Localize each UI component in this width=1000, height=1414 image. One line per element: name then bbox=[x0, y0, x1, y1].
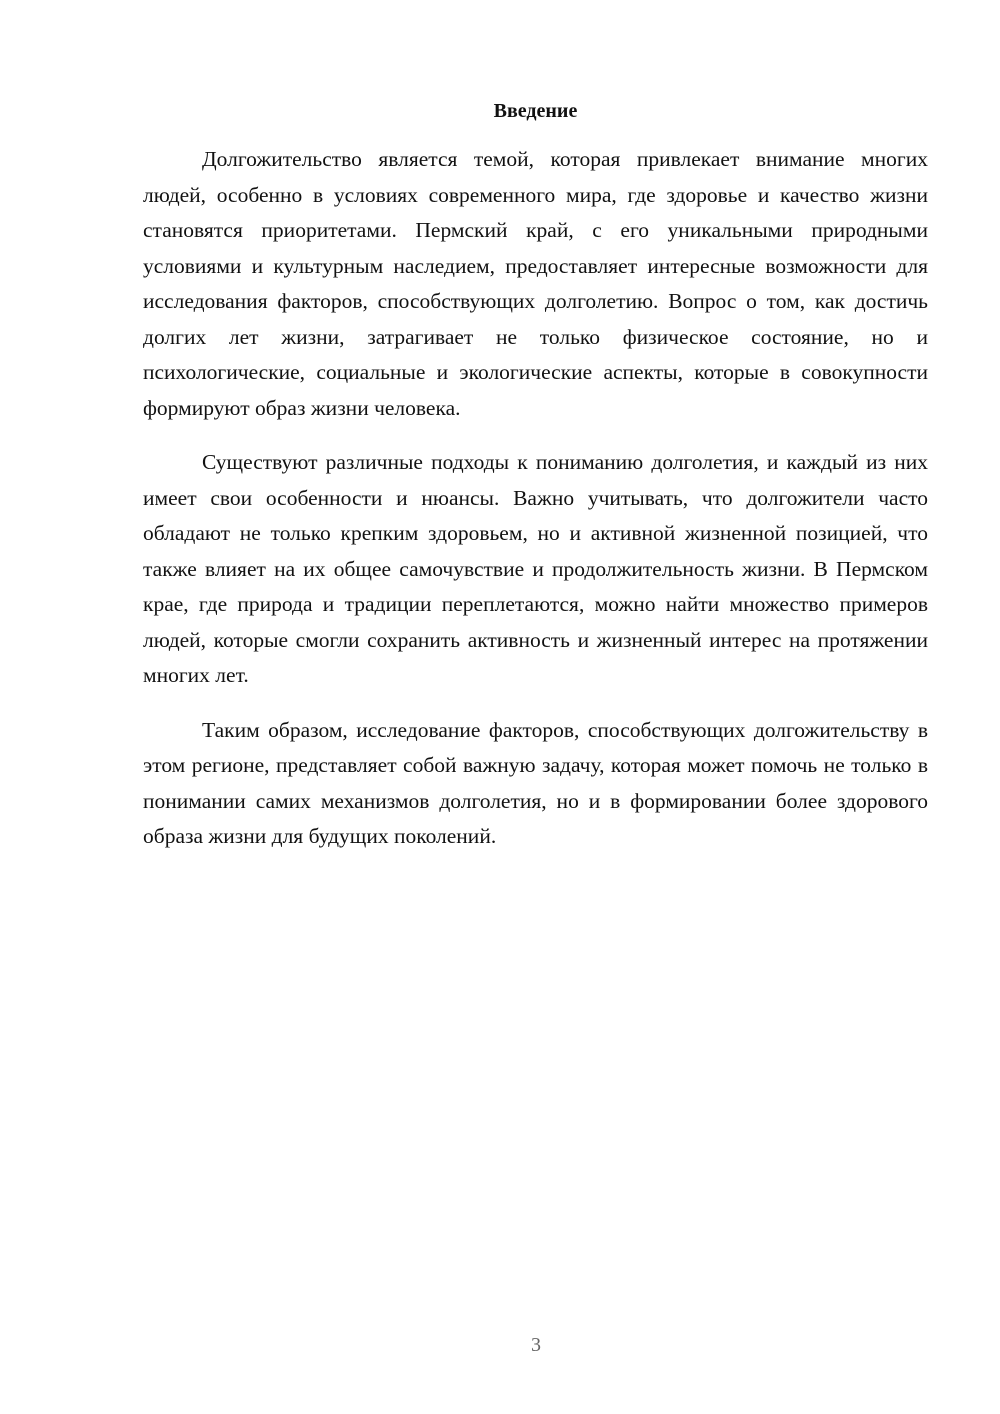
paragraph-3: Таким образом, исследование факторов, способствующих долгожительству в этом регионе, представляет собой важную задачу, которая может помочь не только в понимании самих механизмов долголетия, но и в формировании более здорового образа жизни для будущих поколений. bbox=[143, 717, 928, 848]
paragraph-2: Существуют различные подходы к пониманию долголетия, и каждый из них имеет свои особенности и нюансы. Важно учитывать, что долгожители часто обладают не только крепким здоровьем, но и активной жизненной позицией, что также влияет на их общее самочувствие и продолжительность жизни. В Пермском крае, где природа и традиции переплетаются, можно найти множество примеров людей, которые смогли сохранить активность и жизненный интерес на протяжении многих лет. bbox=[143, 450, 928, 687]
page-number: 3 bbox=[531, 1334, 541, 1356]
body-text bbox=[143, 142, 928, 874]
section-heading: Введение bbox=[493, 100, 578, 122]
paragraph-1: Долгожительство является темой, которая привлекает внимание многих людей, особенно в условиях современного мира, где здоровье и качество жизни становятся приоритетами. Пермский край, с его уникальными природными условиями и культурным наследием, предоставляет интересные возможности для исследования факторов, способствующих долголетию. Вопрос о том, как достичь долгих лет жизни, затрагивает не только физическое состояние, но и психологические, социальные и экологические аспекты, которые в совокупности формируют образ жизни человека. bbox=[143, 147, 928, 420]
